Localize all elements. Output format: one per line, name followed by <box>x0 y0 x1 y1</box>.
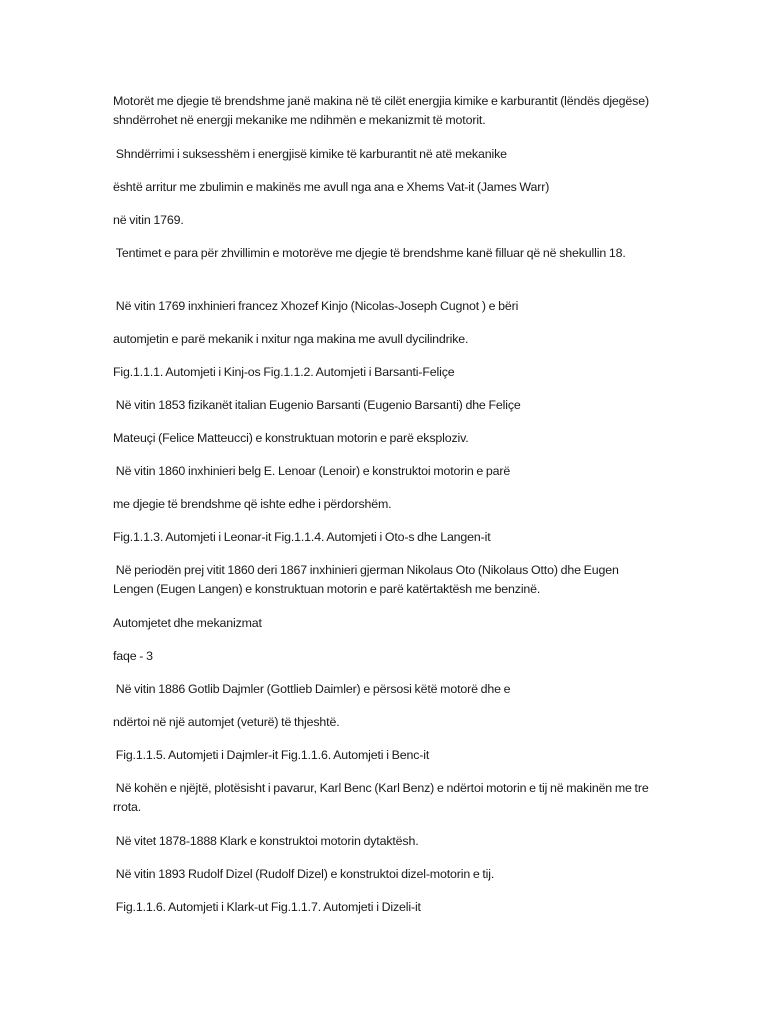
paragraph-daimler: Në vitin 1886 Gotlib Dajmler (Gottlieb Daimler) e përsosi këtë motorë dhe e <box>113 682 511 696</box>
paragraph-engines-intro: Motorët me djegie të brendshme janë makina në të cilët energjia kimike e karburantit (lëndës djegëse) shndërrohet në energji mekanike me ndihmën e mekanizmit të motorit. <box>113 94 652 127</box>
figure-caption-2: Fig.1.1.3. Automjeti i Leonar-it Fig.1.1.4. Automjeti i Oto-s dhe Langen-it <box>113 530 491 544</box>
paragraph-first-vehicle: automjetin e parë mekanik i nxitur nga makina me avull dycilindrike. <box>113 332 469 346</box>
paragraph-first-attempts: Tentimet e para për zhvillimin e motorëve me djegie të brendshme kanë filluar që në shekullin 18. <box>113 246 626 260</box>
paragraph-year-1769: në vitin 1769. <box>113 213 184 227</box>
figure-caption-1: Fig.1.1.1. Automjeti i Kinj-os Fig.1.1.2. Automjeti i Barsanti-Feliçe <box>113 365 455 379</box>
section-title: Automjetet dhe mekanizmat <box>113 616 262 630</box>
paragraph-conversion: Shndërrimi i suksesshëm i energjisë kimike të karburantit në atë mekanike <box>113 147 507 161</box>
paragraph-usable-engine: me djegie të brendshme që ishte edhe i përdorshëm. <box>113 497 392 511</box>
figure-caption-3: Fig.1.1.5. Automjeti i Dajmler-it Fig.1.1.6. Automjeti i Benc-it <box>113 748 430 762</box>
page-number: faqe - 3 <box>113 649 153 663</box>
figure-caption-4: Fig.1.1.6. Automjeti i Klark-ut Fig.1.1.7. Automjeti i Dizeli-it <box>113 900 421 914</box>
paragraph-benz: Në kohën e njëjtë, plotësisht i pavarur, Karl Benc (Karl Benz) e ndërtoi motorin e tij në makinën me tre rrota. <box>113 781 652 814</box>
paragraph-clark: Në vitet 1878-1888 Klark e konstruktoi motorin dytaktësh. <box>113 834 419 848</box>
paragraph-steam-machine: është arritur me zbulimin e makinës me avull nga ana e Xhems Vat-it (James Warr) <box>113 180 550 194</box>
paragraph-cugnot: Në vitin 1769 inxhinieri francez Xhozef Kinjo (Nicolas-Joseph Cugnot ) e bëri <box>113 299 519 313</box>
paragraph-diesel: Në vitin 1893 Rudolf Dizel (Rudolf Dizel) e konstruktoi dizel-motorin e tij. <box>113 867 495 881</box>
paragraph-matteucci: Mateuçi (Felice Matteucci) e konstruktuan motorin e parë eksploziv. <box>113 431 469 445</box>
paragraph-barsanti: Në vitin 1853 fizikanët italian Eugenio Barsanti (Eugenio Barsanti) dhe Feliçe <box>113 398 521 412</box>
paragraph-otto-langen: Në periodën prej vitit 1860 deri 1867 inxhinieri gjerman Nikolaus Oto (Nikolaus Otto) dhe Eugen Lengen (Eugen Langen) e konstruktuan motorin e parë katërtaktësh me benzinë. <box>113 563 622 596</box>
paragraph-lenoir: Në vitin 1860 inxhinieri belg E. Lenoar (Lenoir) e konstruktoi motorin e parë <box>113 464 511 478</box>
paragraph-simple-vehicle: ndërtoi në një automjet (veturë) të thjeshtë. <box>113 715 340 729</box>
